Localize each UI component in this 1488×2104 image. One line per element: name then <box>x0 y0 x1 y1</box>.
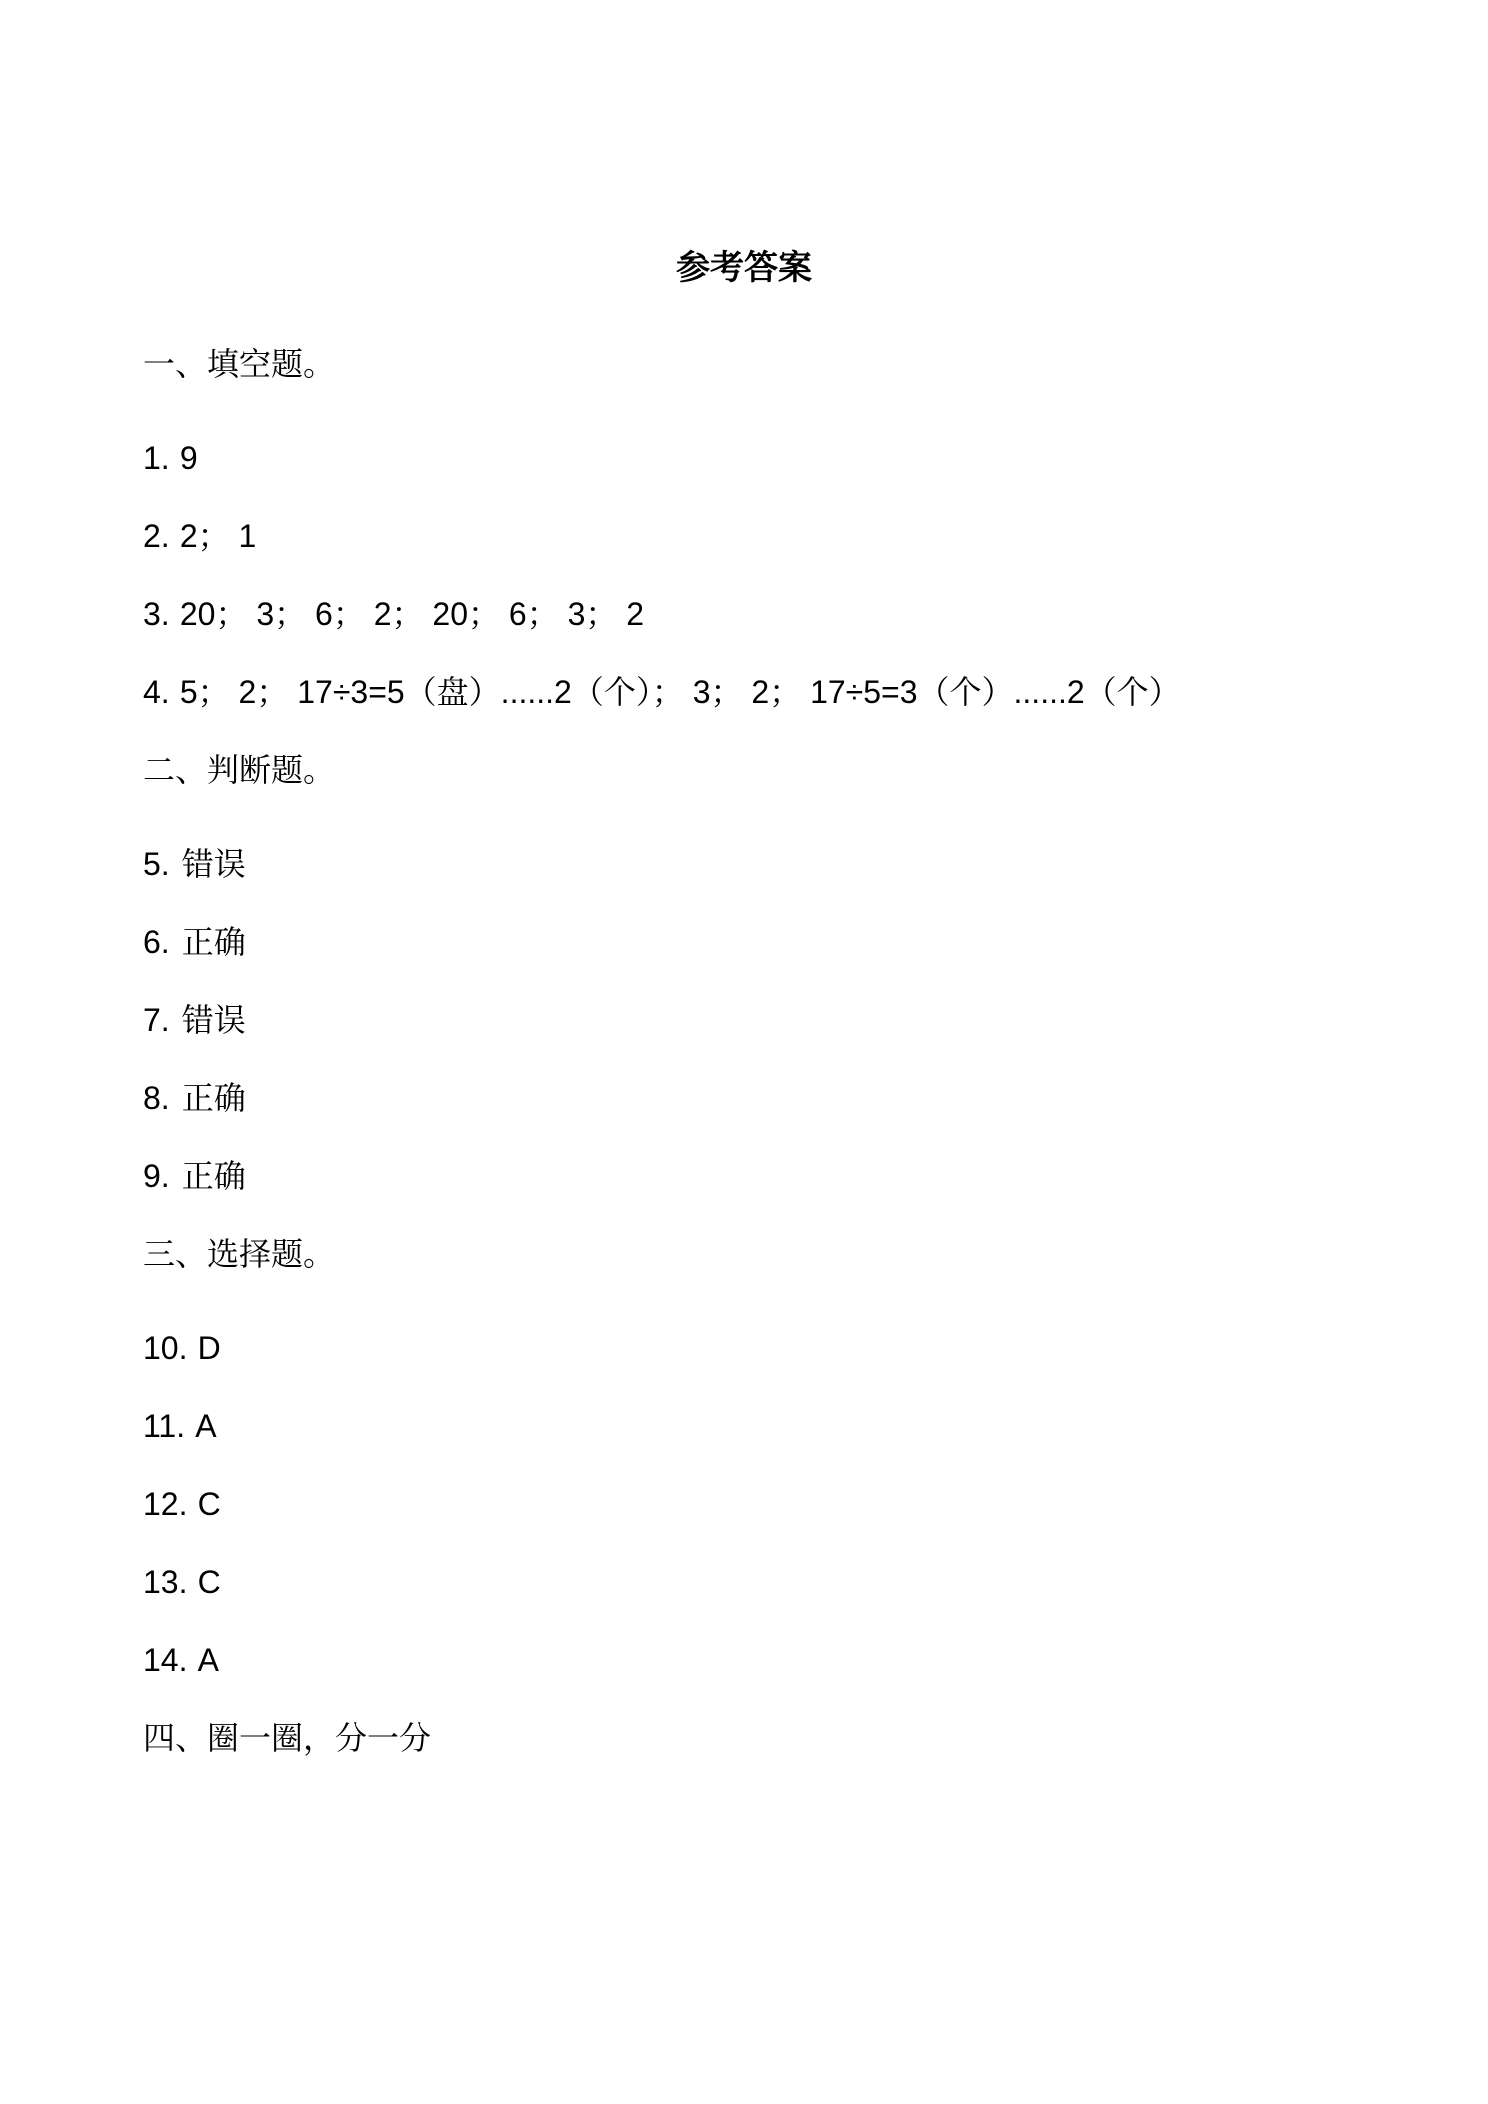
answer-number: 13. <box>143 1564 188 1600</box>
answer-text: 正确 <box>181 1157 246 1195</box>
answer-item-5 <box>143 842 246 886</box>
answer-item-2 <box>143 514 256 558</box>
answer-text: 9 <box>179 440 198 476</box>
answer-item-12 <box>143 1482 221 1526</box>
section-heading-circle-divide: 四、圈一圈，分一分 <box>143 1719 432 1757</box>
answer-item-14 <box>143 1638 219 1682</box>
answer-number: 3. <box>143 596 170 632</box>
answer-number: 7. <box>143 1002 170 1038</box>
page-title: 参考答案 <box>676 248 812 288</box>
section-heading-fill-blank: 一、填空题。 <box>143 345 336 383</box>
answer-text: 正确 <box>181 923 246 961</box>
answer-item-1 <box>143 436 198 480</box>
answer-number: 1. <box>143 440 170 476</box>
answer-text: A <box>195 1408 217 1444</box>
answer-text: 20； 3； 6； 2； 20； 6； 3； 2 <box>179 596 645 632</box>
section-heading-true-false: 二、判断题。 <box>143 751 336 789</box>
answer-item-4 <box>143 670 1181 714</box>
answer-number: 6. <box>143 924 170 960</box>
answer-number: 12. <box>143 1486 188 1522</box>
answer-text: C <box>197 1486 221 1522</box>
answer-number: 2. <box>143 518 170 554</box>
answer-text: 错误 <box>181 1001 246 1039</box>
answer-number: 5. <box>143 846 170 882</box>
answer-text: A <box>197 1642 219 1678</box>
section-heading-multiple-choice: 三、选择题。 <box>143 1235 336 1273</box>
answer-item-10 <box>143 1326 221 1370</box>
answer-number: 9. <box>143 1158 170 1194</box>
answer-text: C <box>197 1564 221 1600</box>
answer-text: 错误 <box>181 845 246 883</box>
answer-text: 正确 <box>181 1079 246 1117</box>
answer-text: D <box>197 1330 221 1366</box>
answer-item-6 <box>143 920 246 964</box>
answer-number: 14. <box>143 1642 188 1678</box>
answer-text: 2； 1 <box>179 518 257 554</box>
answer-number: 10. <box>143 1330 188 1366</box>
answer-item-3 <box>143 592 644 636</box>
answer-text: 5； 2； 17÷3=5（盘）......2（个）； 3； 2； 17÷5=3（个）......2（个） <box>179 674 1181 710</box>
answer-item-11 <box>143 1404 217 1448</box>
answer-item-7 <box>143 998 246 1042</box>
answer-item-9 <box>143 1154 246 1198</box>
answer-number: 11. <box>143 1408 186 1444</box>
answer-number: 4. <box>143 674 170 710</box>
answer-item-13 <box>143 1560 221 1604</box>
answer-number: 8. <box>143 1080 170 1116</box>
answer-item-8 <box>143 1076 246 1120</box>
